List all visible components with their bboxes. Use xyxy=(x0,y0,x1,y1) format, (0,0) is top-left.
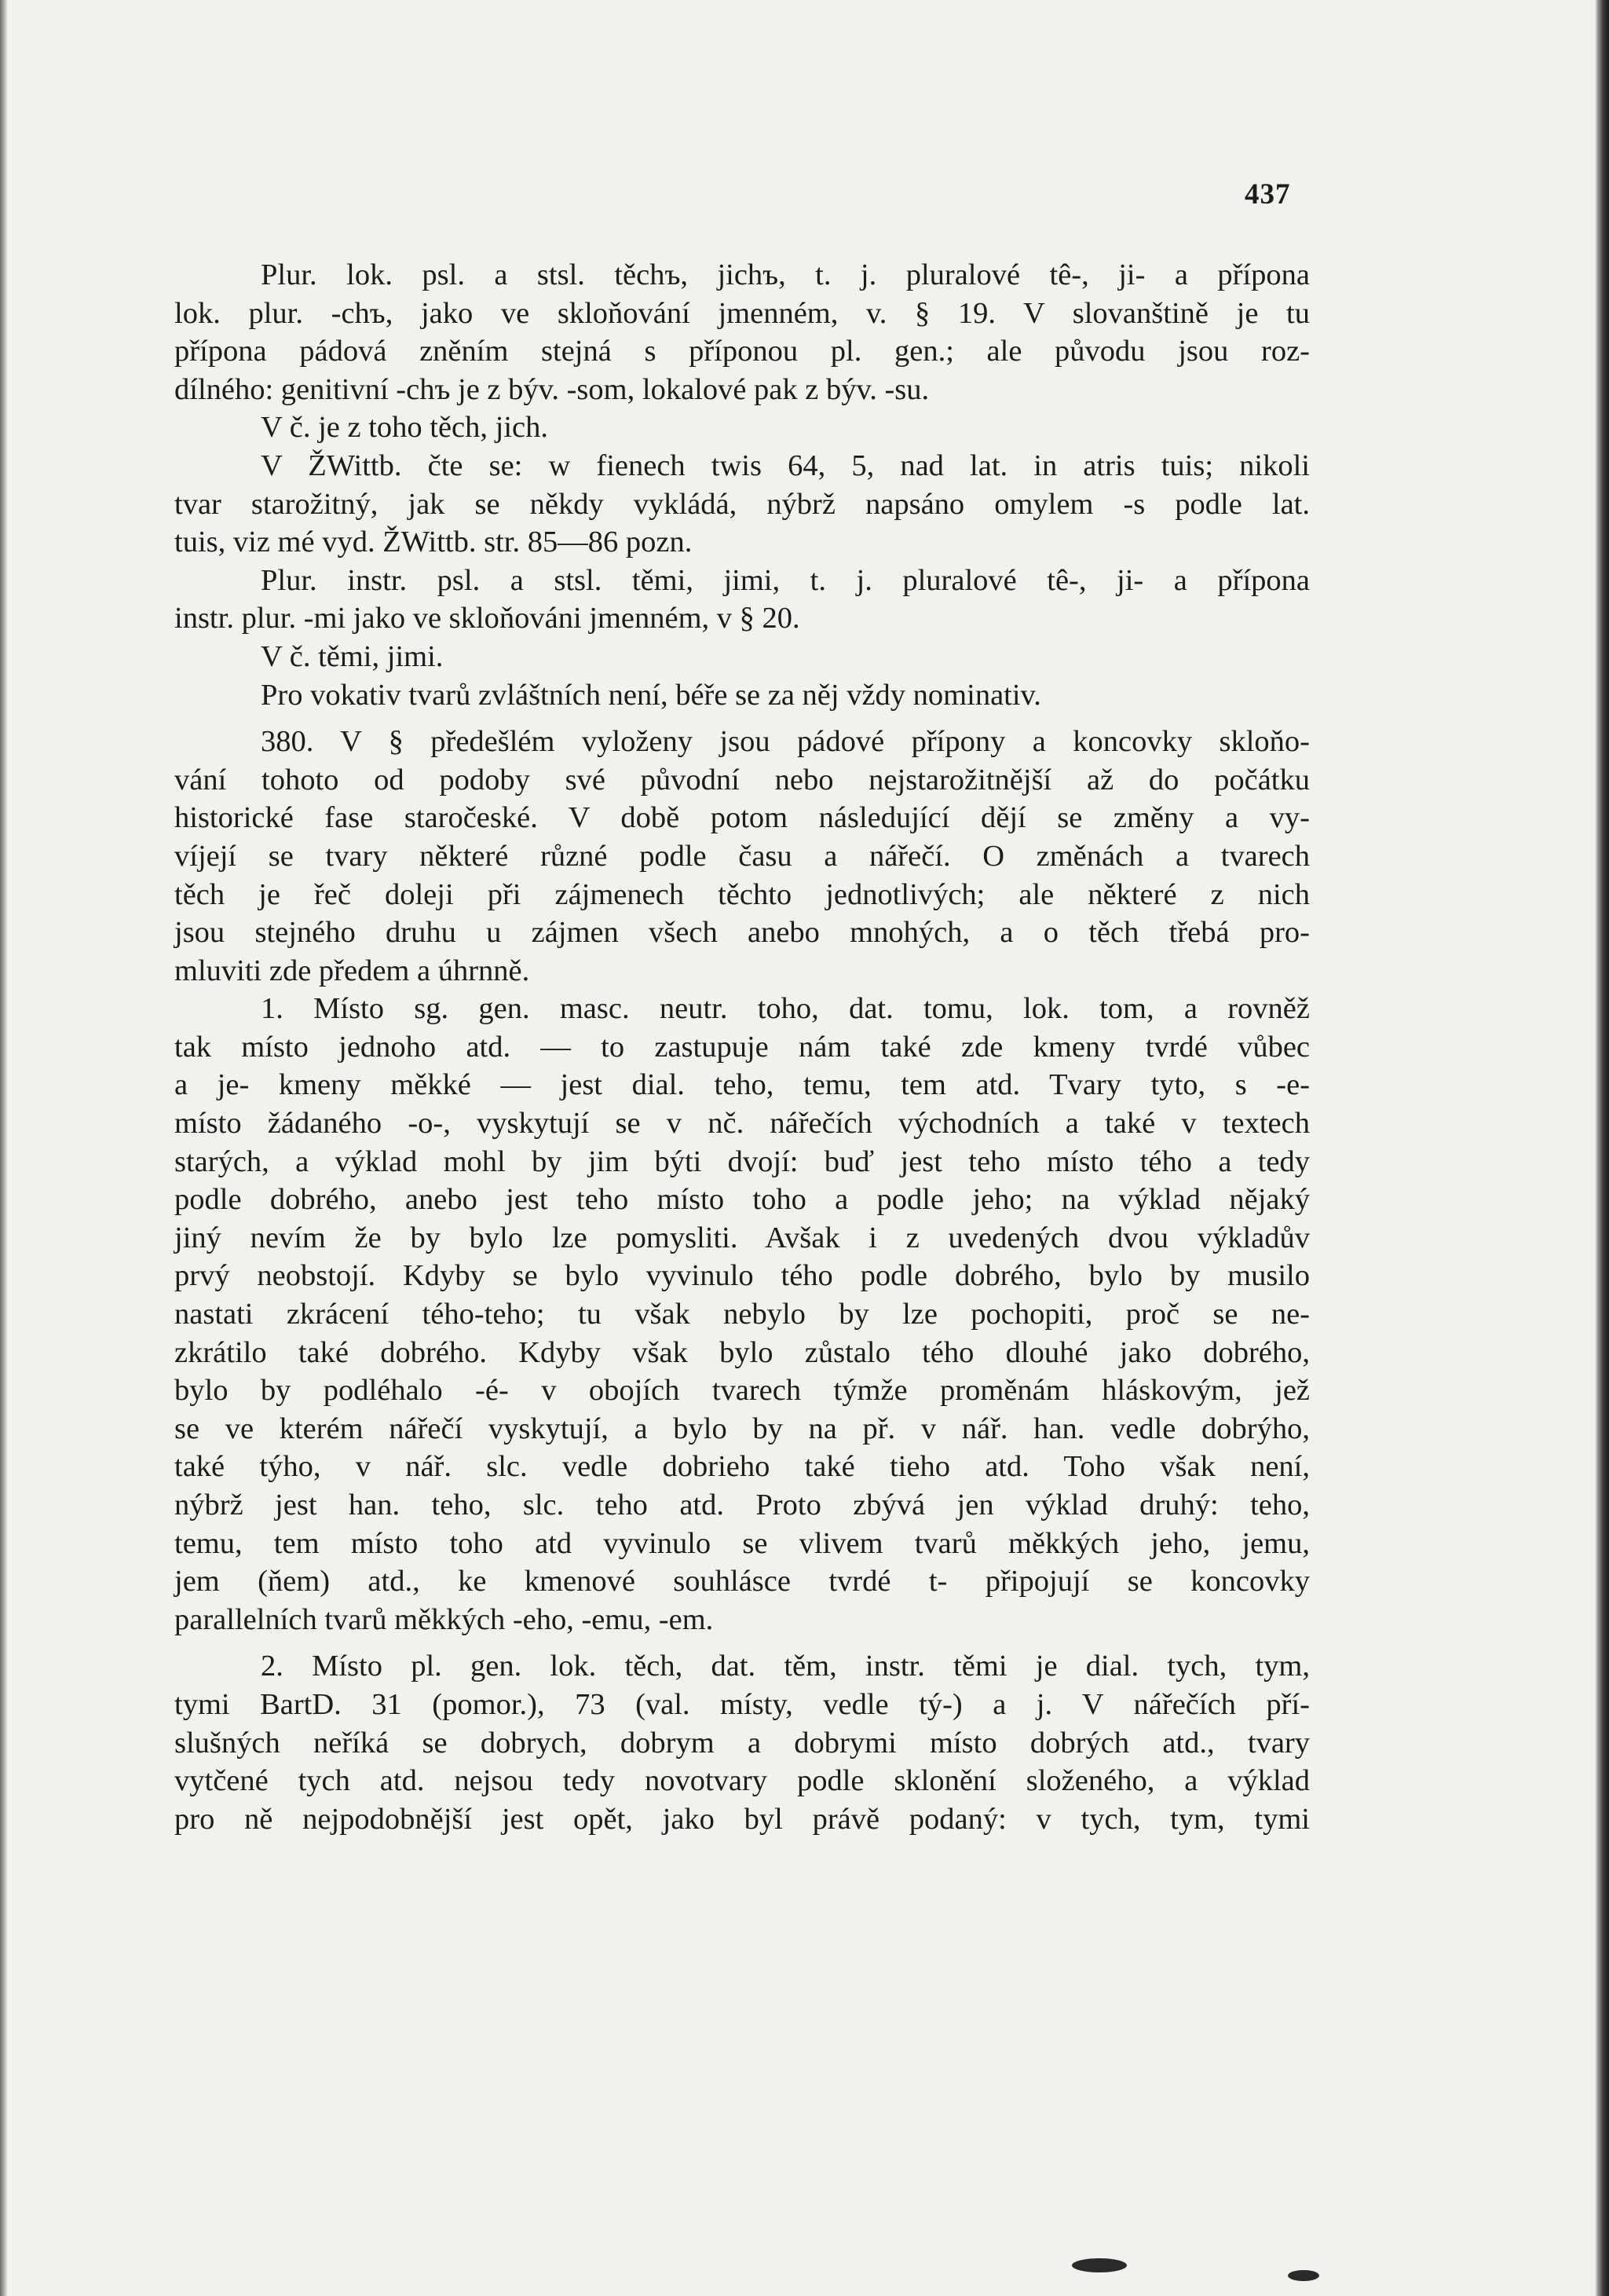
page-edge-shadow-left xyxy=(0,0,8,2296)
text-line: prvý neobstojí. Kdyby se bylo vyvinulo tého podle dobrého, bylo by musilo xyxy=(174,1259,1310,1293)
text-line: jem (ňem) atd., ke kmenové souhlásce tvrdé t- připojují se koncovky xyxy=(174,1565,1310,1598)
text-line: také týho, v nář. slc. vedle dobrieho také tieho atd. Toho však není, xyxy=(174,1450,1310,1484)
text-line: přípona pádová zněním stejná s příponou pl. gen.; ale původu jsou roz- xyxy=(174,335,1310,368)
text-line: historické fase staročeské. V době potom následující dějí se změny a vy- xyxy=(174,801,1310,835)
text-line: V ŽWittb. čte se: w fienech twis 64, 5, nad lat. in atris tuis; nikoli xyxy=(261,449,1310,482)
ink-smudge xyxy=(1072,2258,1127,2272)
text-line: vání tohoto od podoby své původní nebo nejstarožitnější až do počátku xyxy=(174,763,1310,796)
text-line: parallelních tvarů měkkých -eho, -emu, -em. xyxy=(174,1602,714,1636)
text-line: víjejí se tvary některé různé podle času a nářečí. O změnách a tvarech xyxy=(174,839,1310,873)
text-line: 2. Místo pl. gen. lok. těch, dat. těm, instr. těmi je dial. tych, tym, xyxy=(261,1650,1310,1683)
page-edge-shadow-right xyxy=(1595,0,1609,2296)
text-line: Plur. lok. psl. a stsl. těchъ, jichъ, t. j. pluralové tê-, ji- a přípona xyxy=(261,258,1310,291)
text-line: V č. je z toho těch, jich. xyxy=(261,411,548,445)
text-line: dílného: genitivní -chъ je z býv. -som, lokalové pak z býv. -su. xyxy=(174,372,930,406)
text-line: starých, a výklad mohl by jim býti dvojí: buď jest teho místo tého a tedy xyxy=(174,1144,1310,1178)
text-line: se ve kterém nářečí vyskytují, a bylo by na př. v nář. han. vedle dobrýho, xyxy=(174,1412,1310,1445)
text-line: a je- kmeny měkké — jest dial. teho, temu, tem atd. Tvary tyto, s -e- xyxy=(174,1068,1310,1102)
text-line: temu, tem místo toho atd vyvinulo se vlivem tvarů měkkých jeho, jemu, xyxy=(174,1526,1310,1560)
text-line: Pro vokativ tvarů zvláštních není, béře se za něj vždy nominativ. xyxy=(261,678,1041,712)
text-line: instr. plur. -mi jako ve skloňováni jmenném, v § 20. xyxy=(174,602,800,635)
text-line: zkrátilo také dobrého. Kdyby však bylo zůstalo tého dlouhé jako dobrého, xyxy=(174,1335,1310,1369)
page-number: 437 xyxy=(1245,178,1291,211)
text-line: podle dobrého, anebo jest teho místo toho a podle jeho; na výklad nějaký xyxy=(174,1183,1310,1217)
text-line: nastati zkrácení tého-teho; tu však nebylo by lze pochopiti, proč se ne- xyxy=(174,1298,1310,1331)
text-line: tymi BartD. 31 (pomor.), 73 (val. místy, vedle tý-) a j. V nářečích pří- xyxy=(174,1687,1310,1721)
text-line: místo žádaného -o-, vyskytují se v nč. nářečích východních a také v textech xyxy=(174,1107,1310,1141)
text-line: V č. těmi, jimi. xyxy=(261,639,444,673)
text-line: jsou stejného druhu u zájmen všech anebo mnohých, a o těch třebá pro- xyxy=(174,916,1310,950)
text-line: 1. Místo sg. gen. masc. neutr. toho, dat. tomu, lok. tom, a rovněž xyxy=(261,992,1310,1026)
text-line: těch je řeč doleji při zájmenech těchto jednotlivých; ale některé z nich xyxy=(174,877,1310,911)
ink-smudge xyxy=(1288,2270,1319,2281)
paragraph-gap xyxy=(174,714,1310,723)
text-line: bylo by podléhalo -é- v obojích tvarech týmže proměnám hláskovým, jež xyxy=(174,1374,1310,1408)
text-line: tuis, viz mé vyd. ŽWittb. str. 85—86 pozn. xyxy=(174,525,693,559)
text-line: Plur. instr. psl. a stsl. těmi, jimi, t. j. pluralové tê-, ji- a přípona xyxy=(261,563,1310,597)
body-text xyxy=(174,256,1310,1838)
text-line: tak místo jednoho atd. — to zastupuje nám také zde kmeny tvrdé vůbec xyxy=(174,1030,1310,1064)
text-line: 380. V § předešlém vyloženy jsou pádové přípony a koncovky skloňo- xyxy=(261,725,1310,759)
paragraph-gap xyxy=(174,1639,1310,1647)
text-line: vytčené tych atd. nejsou tedy novotvary podle sklonění složeného, a výklad xyxy=(174,1764,1310,1798)
text-line: pro ně nejpodobnější jest opět, jako byl právě podaný: v tych, tym, tymi xyxy=(174,1802,1310,1836)
text-line: jiný nevím že by bylo lze pomysliti. Avšak i z uvedených dvou výkladův xyxy=(174,1221,1310,1254)
text-line: mluviti zde předem a úhrnně. xyxy=(174,954,530,987)
text-line: lok. plur. -chъ, jako ve skloňování jmenném, v. § 19. V slovanštině je tu xyxy=(174,296,1310,330)
text-line: slušných neříká se dobrych, dobrym a dobrymi místo dobrých atd., tvary xyxy=(174,1726,1310,1760)
text-line: nýbrž jest han. teho, slc. teho atd. Proto zbývá jen výklad druhý: teho, xyxy=(174,1489,1310,1522)
text-line: tvar starožitný, jak se někdy vykládá, nýbrž napsáno omylem -s podle lat. xyxy=(174,487,1310,521)
